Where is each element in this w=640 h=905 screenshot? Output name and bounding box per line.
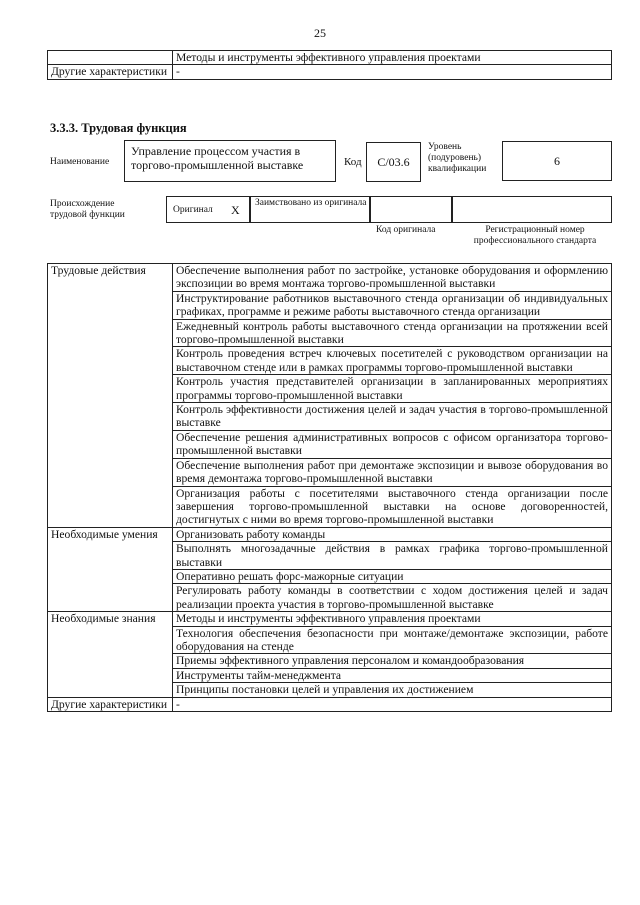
labor-action-row: Ежедневный контроль работы выставочного стенда организации на протяжении всей торгово-промышленной выставки — [173, 319, 612, 347]
code-original-label: Код оригинала — [376, 225, 436, 235]
other-value: - — [173, 697, 612, 711]
main-table — [47, 263, 612, 712]
labor-action-row: Контроль проведения встреч ключевых посетителей с руководством организации на выставочном стенде или в рамках программы торгово-промышленной выставки — [173, 347, 612, 375]
labor-action-row: Инструктирование работников выставочного стенда организации об индивидуальных графиках, программе и режиме работы выставочного стенда организации — [173, 291, 612, 319]
name-value: Управление процессом участия в торгово-промышленной выставке — [124, 140, 336, 182]
borrowed-label: Заимствовано из оригинала — [255, 198, 367, 208]
code-original-box — [370, 196, 452, 223]
labor-action-row: Обеспечение решения административных вопросов с офисом организатора торгово-промышленной выставки — [173, 430, 612, 458]
labor-action-row: Обеспечение выполнения работ по застройке, установке оборудования и оформлению экспозиции во время монтажа торгово-промышленной выставки — [173, 264, 612, 292]
original-mark: X — [231, 203, 240, 217]
top-row1-left — [48, 51, 173, 65]
page-number: 25 — [314, 26, 326, 40]
knowledge-row: Инструменты тайм-менеджмента — [173, 668, 612, 682]
knowledge-row: Технология обеспечения безопасности при монтаже/демонтаже экспозиции, работе оборудования на стенде — [173, 626, 612, 654]
top-row2-right: - — [173, 65, 612, 79]
borrowed-box — [250, 196, 370, 223]
labor-action-row: Контроль эффективности достижения целей и задач участия в торгово-промышленной выставке — [173, 403, 612, 431]
original-label: Оригинал — [173, 205, 213, 215]
reg-number-label: Регистрационный номер профессионального стандарта — [473, 225, 597, 246]
skill-row: Регулировать работу команды в соответствии с ходом достижения целей и задач реализации проекта участия в торгово-промышленной выставке — [173, 584, 612, 612]
labor-action-row: Организация работы с посетителями выставочного стенда организации после завершения торгово-промышленной выставки на основе договоренностей, достигнутых с ними во время торгово-промышленной выставки — [173, 486, 612, 527]
reg-number-box — [452, 196, 612, 223]
knowledge-label: Необходимые знания — [48, 612, 173, 697]
original-box — [166, 196, 250, 223]
top-row2-left: Другие характеристики — [48, 65, 173, 79]
origin-label: Происхождение трудовой функции — [50, 199, 125, 220]
code-value: С/03.6 — [366, 142, 421, 182]
skill-row: Выполнять многозадачные действия в рамках графика торгово-промышленной выставки — [173, 542, 612, 570]
labor-action-row: Контроль участия представителей организации в запланированных мероприятиях программы торгово-промышленной выставки — [173, 375, 612, 403]
labor-actions-label: Трудовые действия — [48, 264, 173, 528]
skill-row: Оперативно решать форс-мажорные ситуации — [173, 569, 612, 583]
top-table — [47, 50, 612, 80]
code-label: Код — [344, 156, 362, 168]
other-label: Другие характеристики — [48, 697, 173, 711]
level-value: 6 — [502, 141, 612, 181]
knowledge-row: Методы и инструменты эффективного управления проектами — [173, 612, 612, 626]
section-title: 3.3.3. Трудовая функция — [50, 121, 187, 135]
labor-action-row: Обеспечение выполнения работ при демонтаже экспозиции и вывозе оборудования во время демонтажа торгово-промышленной выставки — [173, 458, 612, 486]
knowledge-row: Приемы эффективного управления персоналом и командообразования — [173, 654, 612, 668]
name-label: Наименование — [50, 157, 110, 167]
level-label: Уровень (подуровень) квалификации — [428, 142, 487, 174]
skills-label: Необходимые умения — [48, 527, 173, 611]
knowledge-row: Принципы постановки целей и управления их достижением — [173, 683, 612, 697]
top-row1-right: Методы и инструменты эффективного управления проектами — [173, 51, 612, 65]
skill-row: Организовать работу команды — [173, 527, 612, 541]
